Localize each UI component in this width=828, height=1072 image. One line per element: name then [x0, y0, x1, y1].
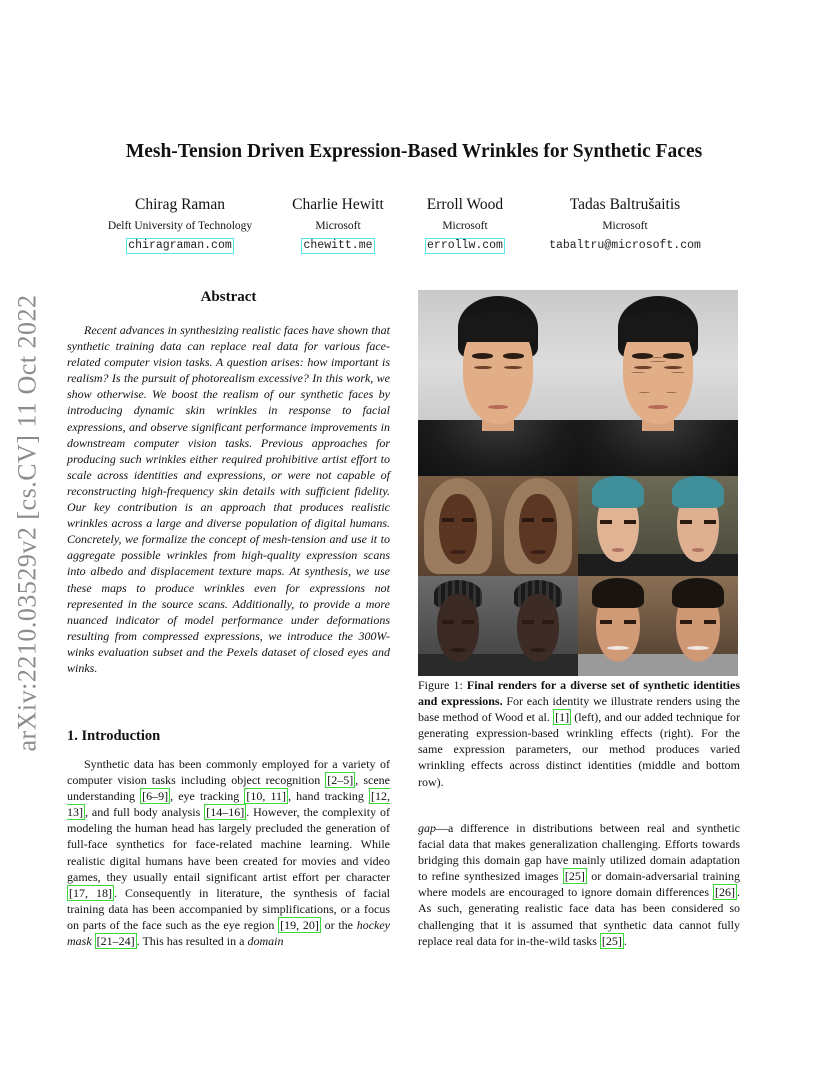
author-link[interactable]: chewitt.me — [303, 239, 373, 252]
render-hijab-wrinkles — [498, 476, 578, 576]
author-block-3 — [405, 195, 525, 254]
author-name: Tadas Baltrušaitis — [569, 196, 681, 213]
render-teal-hair-base — [578, 476, 658, 576]
intro-text-run: , hand tracking — [288, 789, 364, 804]
render-row-2-left — [418, 476, 578, 576]
render-braids-base — [418, 576, 498, 676]
render-row-2-right — [578, 476, 738, 576]
citation-link[interactable]: [12, 13] — [67, 789, 391, 820]
author-affiliation: Delft University of Technology — [107, 220, 253, 232]
caption-label: Figure 1: — [418, 678, 467, 692]
citation-link[interactable]: [10, 11] — [246, 789, 287, 804]
render-teal-hair-wrinkles — [658, 476, 738, 576]
abstract-heading: Abstract — [200, 289, 257, 305]
render-row-3-right — [578, 576, 738, 676]
caption-bold: Final renders for a diverse set of synthetic identities and expressions. — [418, 678, 741, 709]
render-smile-base — [578, 576, 658, 676]
intro-text-run: . This has resulted in a — [136, 934, 248, 949]
author-affiliation: Microsoft — [602, 220, 648, 232]
render-smile-wrinkles — [658, 576, 738, 676]
intro-text-run: Synthetic data has been commonly employed for a variety of computer vision tasks including object recognition — [67, 757, 390, 788]
intro-text-run: . However, the complexity of modeling the human head has largely precluded the generation of full-face synthetics for face-related machine learning. While realistic digital humans have been created for movies and video games, they usually entail significant artist effort per character — [67, 805, 391, 884]
render-braids-wrinkles — [498, 576, 578, 676]
arxiv-stamp — [10, 288, 46, 758]
author-block-1 — [95, 195, 265, 254]
author-email: tabaltru@microsoft.com — [549, 239, 701, 252]
render-wrinkles-large — [578, 290, 738, 476]
introduction-text — [67, 756, 390, 949]
right-column-text — [418, 820, 740, 949]
author-link[interactable]: errollw.com — [427, 239, 503, 252]
intro-text-run: , and full body analysis — [85, 805, 201, 820]
citation-link[interactable]: [25] — [601, 933, 622, 948]
render-row-3-left — [418, 576, 578, 676]
author-name: Erroll Wood — [426, 196, 504, 213]
caption-text: For each identity we illustrate renders using the base method of Wood et al. — [418, 694, 740, 725]
body-text-run: . As such, generating realistic face data has been considered so challenging that it is assumed that synthetic data cannot fully replace real data for in-the-wild tasks — [418, 885, 740, 948]
figure-1-caption — [418, 677, 740, 790]
intro-emphasis: domain — [247, 934, 284, 949]
author-block-2 — [278, 195, 398, 254]
render-base-large — [418, 290, 578, 476]
render-hijab-base — [418, 476, 498, 576]
citation-link[interactable]: [19, 20] — [280, 917, 319, 932]
intro-text-run: . Consequently in literature, the synthesis of facial training data has been accompanied by simplifications, or a focus on parts of the face such as the eye region — [67, 885, 390, 932]
author-block-4 — [530, 195, 720, 254]
author-affiliation: Microsoft — [315, 220, 361, 232]
intro-text-run: or the — [320, 917, 357, 932]
author-name: Chirag Raman — [135, 196, 225, 213]
citation-link[interactable]: [6–9] — [142, 789, 169, 804]
body-text-run: . — [623, 933, 627, 948]
citation-link[interactable]: [2–5] — [327, 773, 354, 788]
citation-link[interactable]: [26] — [715, 885, 735, 900]
abstract-text: Recent advances in synthesizing realistic faces have shown that synthetic training data can replace real data for various face-related computer vision tasks. A question arises: how important is realism? Is the pursuit of photorealism excessive? In this work, we show otherwise. We boost the realism of our synthetic faces by introducing dynamic skin wrinkles in response to facial expressions, and observe significant performance improvements in downstream computer vision tasks. Previous approaches for producing such wrinkles either required prohibitive artist effort to scale across identities and expressions, or were not capable of reconstructing high-frequency skin details with sufficient fidelity. Our key contribution is an approach that produces realistic wrinkles across a large and diverse population of digital humans. Concretely, we formalize the concept of mesh-tension and use it to aggregate possible wrinkles from high-quality expression scans into albedo and displacement texture maps. At synthesis, we use these maps to produce wrinkles even for expressions not represented in the source scans. Additionally, to provide a more nuanced indicator of model performance under deformations resulting from compressed expressions, we introduce the 300W-winks evaluation subset and the Pexels dataset of closed eyes and winks. — [67, 323, 390, 675]
body-text-run: or domain-adversarial training where models are encouraged to ignore domain differences — [418, 869, 740, 900]
paper-title: Mesh-Tension Driven Expression-Based Wrinkles for Synthetic Faces — [125, 141, 703, 162]
caption-text: (left), and our added technique for generating expression-based wrinkling effects (right). For the same expression parameters, our method produces varied wrinkling effects across distinct identities (middle and bottom row). — [418, 710, 740, 789]
citation-link[interactable]: [21–24] — [96, 934, 135, 949]
intro-text-run: , scene understanding — [67, 773, 391, 804]
citation-link[interactable]: [1] — [555, 710, 570, 725]
body-emphasis: gap — [418, 821, 436, 835]
author-link[interactable]: chiragraman.com — [128, 239, 232, 252]
figure-1-renders — [418, 290, 738, 676]
arxiv-id: arXiv:2210.03529v2 [cs.CV] 11 Oct 2022 — [13, 294, 42, 752]
author-affiliation: Microsoft — [442, 220, 488, 232]
citation-link[interactable]: [25] — [564, 869, 585, 884]
intro-text-run: , eye tracking — [170, 789, 240, 804]
intro-emphasis: hockey mask — [67, 917, 391, 949]
author-name: Charlie Hewitt — [292, 196, 384, 213]
citation-link[interactable]: [17, 18] — [69, 885, 112, 900]
introduction-heading: 1. Introduction — [67, 728, 161, 744]
citation-link[interactable]: [14–16] — [206, 805, 245, 820]
body-text-run: —a difference in distributions between real and synthetic facial data that makes generalization challenging. Efforts towards bridging this domain gap have mainly utilized domain adaptation to refine synthesized images — [418, 821, 740, 884]
